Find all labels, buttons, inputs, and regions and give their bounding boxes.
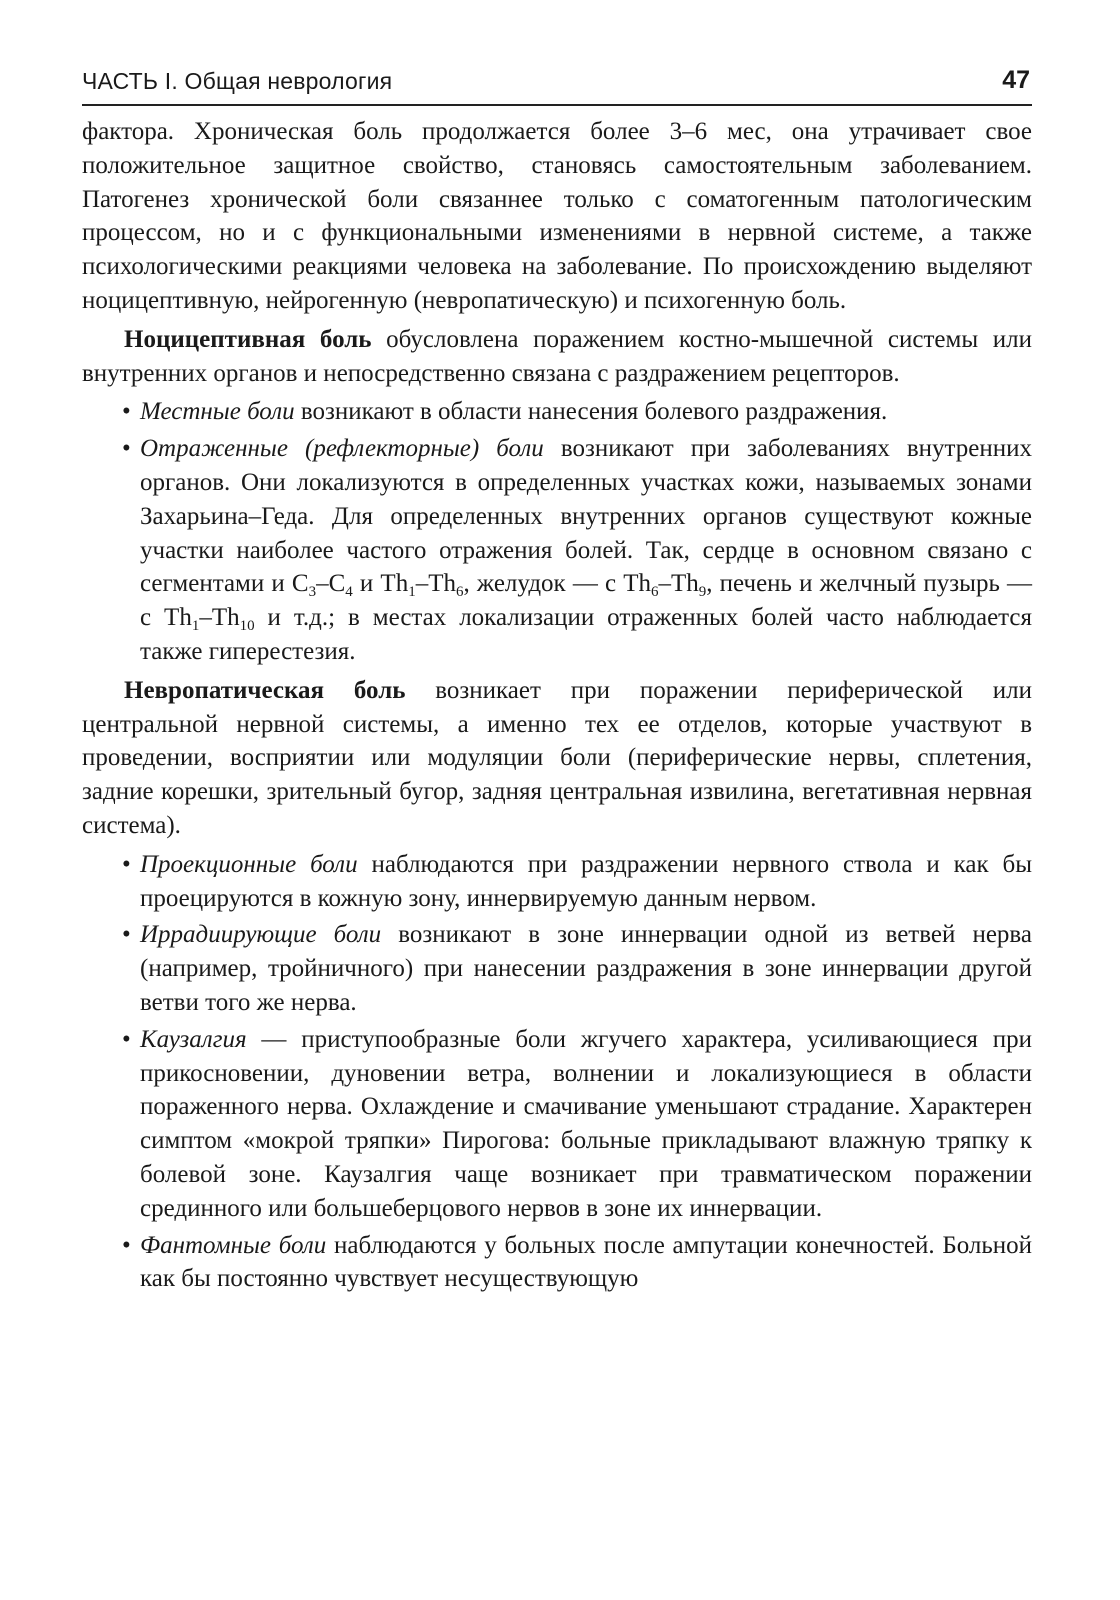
term-local-pain: Местные боли	[140, 398, 295, 426]
bullet-icon: •	[122, 435, 131, 463]
list-item	[82, 848, 1032, 916]
term-neuropathic: Невропатическая боль	[124, 676, 406, 704]
list-item	[82, 432, 1032, 669]
subscript: 9	[698, 584, 707, 601]
paragraph-nociceptive	[82, 323, 1032, 391]
paragraph-neuropathic-text: возникает при поражении периферической или центральной нервной системы, а именно тех ее отделов, которые участвуют в проведении, восприятии или модуляции боли (периферические нервы, сплетения, задние корешки, зрительный бугор, задняя центральная извилина, вегетативная нервная система).	[82, 676, 1033, 839]
segment-text: –C	[316, 570, 346, 598]
segment-text: –Th	[199, 604, 240, 632]
segment-text: и Th	[352, 570, 409, 598]
term-radiating-pain: Иррадиирующие боли	[140, 921, 382, 949]
list-item-text: возникают при заболеваниях внутренних органов. Они локализуются в определенных участках кожи, называемых зонами Захарьина–Геда. Для определенных внутренних органов существуют кожные участки наиболее частого отражения болей. Так, сердце в основном связано с сегментами и C	[140, 435, 1032, 598]
bullet-icon: •	[122, 1025, 131, 1053]
subscript: 6	[650, 584, 659, 601]
subscript: 6	[455, 584, 464, 601]
paragraph-neuropathic	[82, 674, 1032, 843]
bullet-icon: •	[122, 398, 131, 426]
list-item-text: — приступообразные боли жгучего характера, усиливающиеся при прикосновении, дуновении ветра, волнении и локализующиеся в области пораженного нерва. Охлаждение и смачивание уменьшают страдание. Характерен симптом «мокрой тряпки» Пирогова: больные прикладывают влажную тряпку к болевой зоне. Каузалгия чаще возникает при травматическом поражении срединного или большеберцового нервов в зоне их иннервации.	[140, 1025, 1032, 1222]
paragraph-nociceptive-text: обусловлена поражением костно-мышечной системы или внутренних органов и непосредственно связана с раздражением рецепторов.	[82, 325, 1032, 387]
paragraph-intro: фактора. Хроническая боль продолжается более 3–6 мес, она утрачивает свое положительное защитное свойство, становясь самостоятельным заболеванием. Патогенез хронической боли связаннее только с соматогенным патологическим процессом, но и с функциональными изменениями в нервной системе, а также психологическими реакциями человека на заболевание. По происхождению выделяют ноцицептивную, нейрогенную (невропатическую) и психогенную боль.	[82, 118, 1032, 314]
subscript: 3	[308, 584, 317, 601]
page-body	[82, 115, 1032, 1301]
bullet-icon: •	[122, 1231, 131, 1259]
list-item-text: и т.д.; в местах локализации отраженных болей часто наблюдается также гиперестезия.	[140, 604, 1032, 665]
list-item	[82, 395, 1032, 429]
term-nociceptive: Ноцицептивная боль	[124, 325, 372, 353]
subscript: 1	[408, 584, 416, 601]
list-neuropathic	[82, 848, 1032, 1296]
list-item	[82, 1229, 1032, 1297]
page-header	[82, 66, 1032, 106]
segment-text: –Th	[415, 570, 456, 598]
segment-text: , печень и желчный пузырь — с Th	[140, 570, 1032, 632]
list-item	[82, 918, 1032, 1019]
list-item-text: наблюдаются при раздражении нервного ствола и как бы проецируются в кожную зону, иннервируемую данным нервом.	[140, 850, 1032, 912]
term-referred-pain: Отраженные (рефлекторные) боли	[140, 435, 544, 463]
term-phantom-pain: Фантомные боли	[140, 1231, 327, 1259]
list-item-text: возникают в области нанесения болевого раздражения.	[294, 398, 888, 426]
term-causalgia: Каузалгия	[140, 1025, 247, 1053]
segment-text: , желудок — с Th	[463, 570, 651, 598]
list-item	[82, 1023, 1032, 1226]
list-item-text: возникают в зоне иннервации одной из ветвей нерва (например, тройничного) при нанесении раздражения в зоне иннервации другой ветви того же нерва.	[140, 921, 1032, 1016]
list-item-text: наблюдаются у больных после ампутации конечностей. Больной как бы постоянно чувствует несуществующую	[140, 1231, 1033, 1293]
subscript: 1	[191, 618, 200, 635]
segment-text: –Th	[658, 570, 699, 598]
subscript: 4	[345, 584, 353, 601]
bullet-icon: •	[122, 850, 131, 878]
page-number: 47	[1002, 66, 1030, 94]
bullet-icon: •	[122, 921, 131, 949]
term-projection-pain: Проекционные боли	[140, 850, 358, 878]
running-head: ЧАСТЬ I. Общая неврология	[82, 68, 393, 94]
list-nociceptive	[82, 395, 1032, 668]
subscript: 10	[239, 618, 255, 635]
